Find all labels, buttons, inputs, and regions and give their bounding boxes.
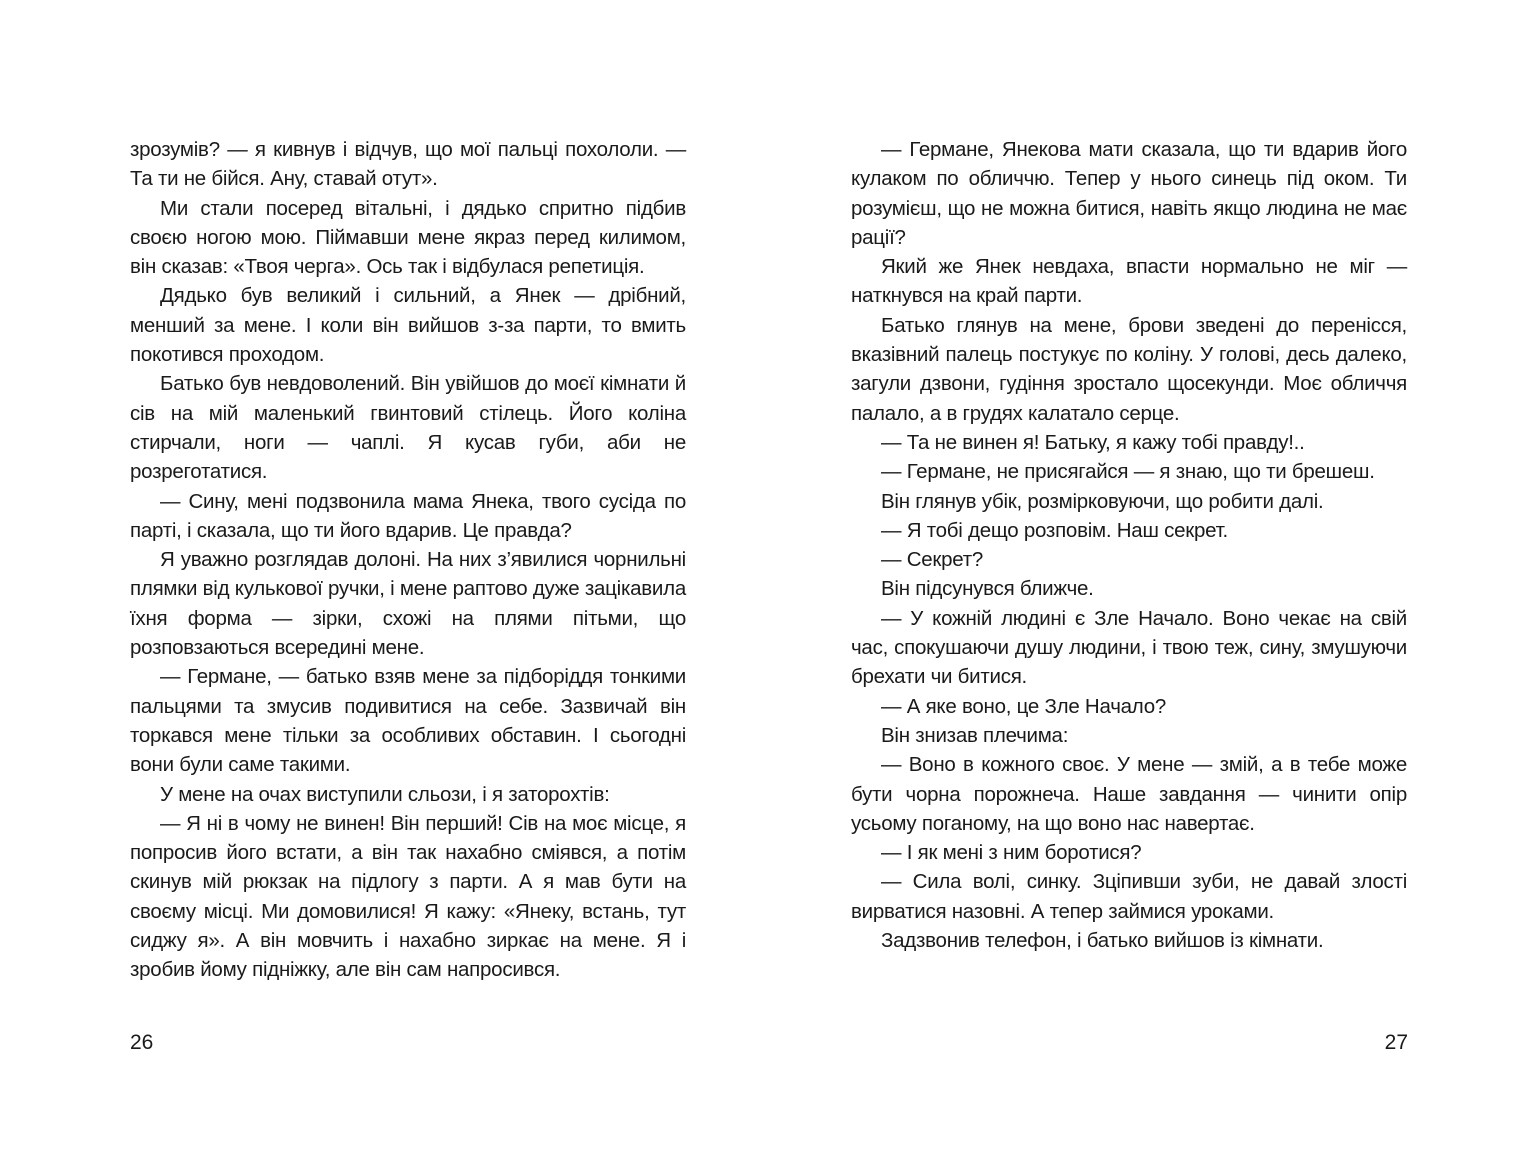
paragraph: Який же Янек невдаха, впасти нормально не міг — наткнувся на край парти. bbox=[851, 255, 1407, 308]
paragraph: — І як мені з ним боротися? bbox=[881, 841, 1142, 865]
paragraph: — Воно в кожного своє. У мене — змій, а в тебе може бути чорна порожнеча. Наше завдання — чинити опір усьому поганому, на що воно нас навертає. bbox=[851, 753, 1407, 835]
paragraph: — Секрет? bbox=[881, 548, 984, 572]
left-page bbox=[130, 135, 686, 985]
right-page-text bbox=[851, 135, 1407, 955]
paragraph: — Та не винен я! Батьку, я кажу тобі правду!.. bbox=[881, 430, 1305, 454]
paragraph: — Германе, не присягайся — я знаю, що ти брешеш. bbox=[881, 460, 1375, 484]
paragraph: — Германе, Янекова мати сказала, що ти вдарив його кулаком по обличчю. Тепер у нього синець під оком. Ти розумієш, що не можна битися, навіть якщо людина не має рації? bbox=[851, 138, 1407, 249]
page-number-left: 26 bbox=[130, 1031, 154, 1054]
paragraph: Батько глянув на мене, брови зведені до перенісся, вказівний палець постукує по коліну. У голові, десь далеко, загули дзвони, гудіння зростало щосекунди. Моє обличчя палало, а в грудях калатало серце. bbox=[851, 313, 1407, 425]
paragraph: — А яке воно, це Зле Начало? bbox=[881, 694, 1167, 718]
left-page-text bbox=[130, 135, 686, 985]
paragraph: Він підсунувся ближче. bbox=[881, 577, 1094, 601]
right-page bbox=[851, 135, 1407, 955]
paragraph: Задзвонив телефон, і батько вийшов із кімнати. bbox=[881, 929, 1324, 953]
paragraph: У мене на очах виступили сльози, і я заторохтів: bbox=[160, 782, 610, 806]
page-number-right: 27 bbox=[1384, 1031, 1408, 1054]
paragraph: Батько був невдоволений. Він увійшов до моєї кімнати й сів на мій маленький гвинтовий стілець. Його коліна стирчали, ноги — чаплі. Я кусав губи, аби не розреготатися. bbox=[130, 372, 686, 484]
paragraph: — Я ні в чому не винен! Він перший! Сів на моє місце, я попросив його встати, а він так нахабно сміявся, а потім скинув мій рюкзак на підлогу з парти. А я мав бути на своєму місці. Ми домовилися! Я кажу: «Янеку, встань, тут сиджу я». А він мовчить і нахабно зиркає на мене. Я і зробив йому підніжку, але він сам напросився. bbox=[130, 811, 686, 982]
paragraph: — У кожній людині є Зле Начало. Воно чекає на свій час, спокушаючи душу людини, і твою теж, сину, змушуючи брехати чи битися. bbox=[851, 606, 1407, 689]
paragraph: Ми стали посеред вітальні, і дядько спритно підбив своєю ногою мою. Піймавши мене якраз перед килимом, він сказав: «Твоя черга». Ось так і відбулася репетиція. bbox=[130, 196, 686, 279]
paragraph: Я уважно розглядав долоні. На них з’явилися чорнильні плямки від кулькової ручки, і мене раптово дуже зацікавила їхня форма — зірки, схожі на плями пітьми, що розповзаються всередині мене. bbox=[130, 548, 686, 660]
paragraph: — Сила волі, синку. Зціпивши зуби, не давай злості вирватися назовні. А тепер займися уроками. bbox=[851, 870, 1407, 923]
paragraph: Він знизав плечима: bbox=[881, 723, 1069, 747]
paragraph: Він глянув убік, розмірковуючи, що робити далі. bbox=[881, 489, 1324, 513]
paragraph: — Германе, — батько взяв мене за підборіддя тонкими пальцями та змусив подивитися на себе. Зазвичай він торкався мене тільки за особливих обставин. І сьогодні вони були саме такими. bbox=[130, 665, 686, 777]
paragraph: Дядько був великий і сильний, а Янек — дрібний, менший за мене. І коли він вийшов з-за парти, то вмить покотився проходом. bbox=[130, 284, 686, 367]
paragraph: — Сину, мені подзвонила мама Янека, твого сусіда по парті, і сказала, що ти його вдарив. Це правда? bbox=[130, 489, 686, 542]
paragraph: зрозумів? — я кивнув і відчув, що мої пальці похололи. — Та ти не бійся. Ану, ставай отут». bbox=[130, 138, 686, 191]
paragraph: — Я тобі дещо розповім. Наш секрет. bbox=[881, 518, 1228, 542]
